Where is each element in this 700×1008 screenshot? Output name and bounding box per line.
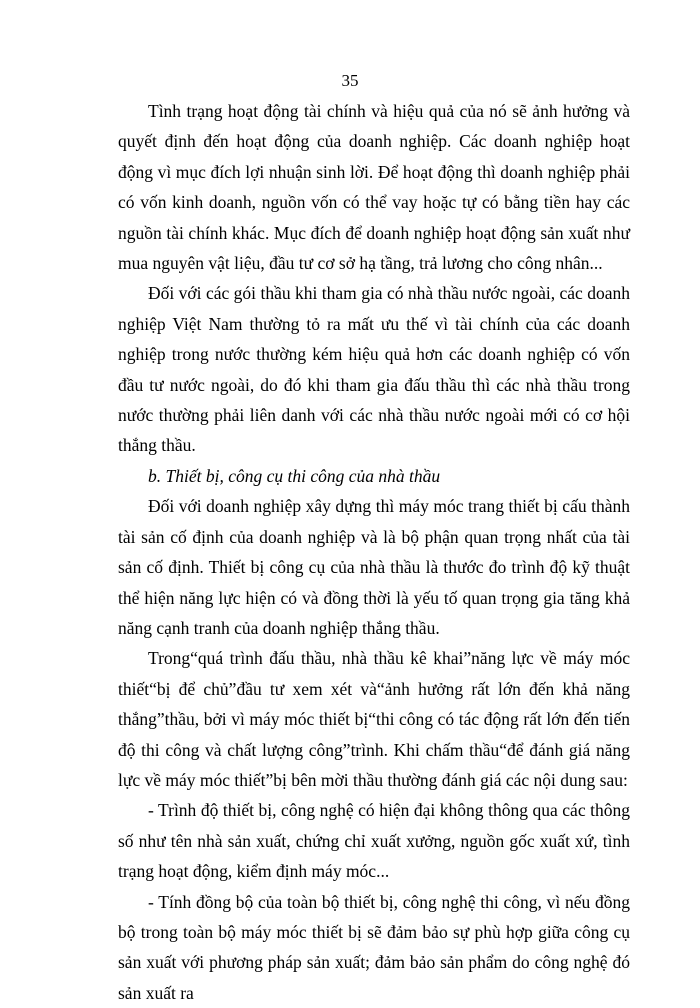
list-item-equipment-synchronization: - Tính đồng bộ của toàn bộ thiết bị, công nghệ thi công, vì nếu đồng bộ trong toàn bộ máy móc thiết bị sẽ đảm bảo sự phù hợp giữa công cụ sản xuất với phương pháp sản xuất; đảm bảo sản phẩm do công nghệ đó sản xuất ra bbox=[118, 891, 630, 1003]
page-number: 35 bbox=[341, 71, 359, 90]
paragraph-construction-equipment: Đối với doanh nghiệp xây dựng thì máy móc trang thiết bị cấu thành tài sản cố định của doanh nghiệp và là bộ phận quan trọng nhất của tài sản cố định. Thiết bị công cụ của nhà thầu là thước đo trình độ kỹ thuật thể hiện năng lực hiện có và đồng thời là yếu tố quan trọng gia tăng khả năng cạnh tranh của doanh nghiệp thắng thầu. bbox=[118, 496, 630, 638]
paragraph-financial-status: Tình trạng hoạt động tài chính và hiệu quả của nó sẽ ảnh hưởng và quyết định đến hoạt động của doanh nghiệp. Các doanh nghiệp hoạt động vì mục đích lợi nhuận sinh lời. Để hoạt động thì doanh nghiệp phải có vốn kinh doanh, nguồn vốn có thể vay hoặc tự có bằng tiền hay các nguồn tài chính khác. Mục đích để doanh nghiệp hoạt động sản xuất như mua nguyên vật liệu, đầu tư cơ sở hạ tầng, trả lương cho công nhân... bbox=[118, 101, 630, 274]
document-body bbox=[118, 96, 630, 1008]
section-heading: b. Thiết bị, công cụ thi công của nhà thầu bbox=[148, 465, 441, 486]
list-item-equipment-level: - Trình độ thiết bị, công nghệ có hiện đại không thông qua các thông số như tên nhà sản xuất, chứng chỉ xuất xưởng, nguồn gốc xuất xứ, tình trạng hoạt động, kiểm định máy móc... bbox=[118, 800, 630, 882]
paragraph-bidding-process: Trong“quá trình đấu thầu, nhà thầu kê khai”năng lực về máy móc thiết“bị để chủ”đầu tư xem xét và“ảnh hưởng rất lớn đến khả năng thắng”thầu, bởi vì máy móc thiết bị“thi công có tác động rất lớn đến tiến độ thi công và chất lượng công”trình. Khi chấm thầu“để đánh giá năng lực về máy móc thiết”bị bên mời thầu thường đánh giá các nội dung sau: bbox=[118, 648, 630, 790]
paragraph-foreign-contractors: Đối với các gói thầu khi tham gia có nhà thầu nước ngoài, các doanh nghiệp Việt Nam thường tỏ ra mất ưu thế vì tài chính của các doanh nghiệp trong nước thường kém hiệu quả hơn các doanh nghiệp có vốn đầu tư nước ngoài, do đó khi tham gia đấu thầu thì các nhà thầu trong nước thường phải liên danh với các nhà thầu nước ngoài mới có cơ hội thắng thầu. bbox=[118, 283, 630, 456]
